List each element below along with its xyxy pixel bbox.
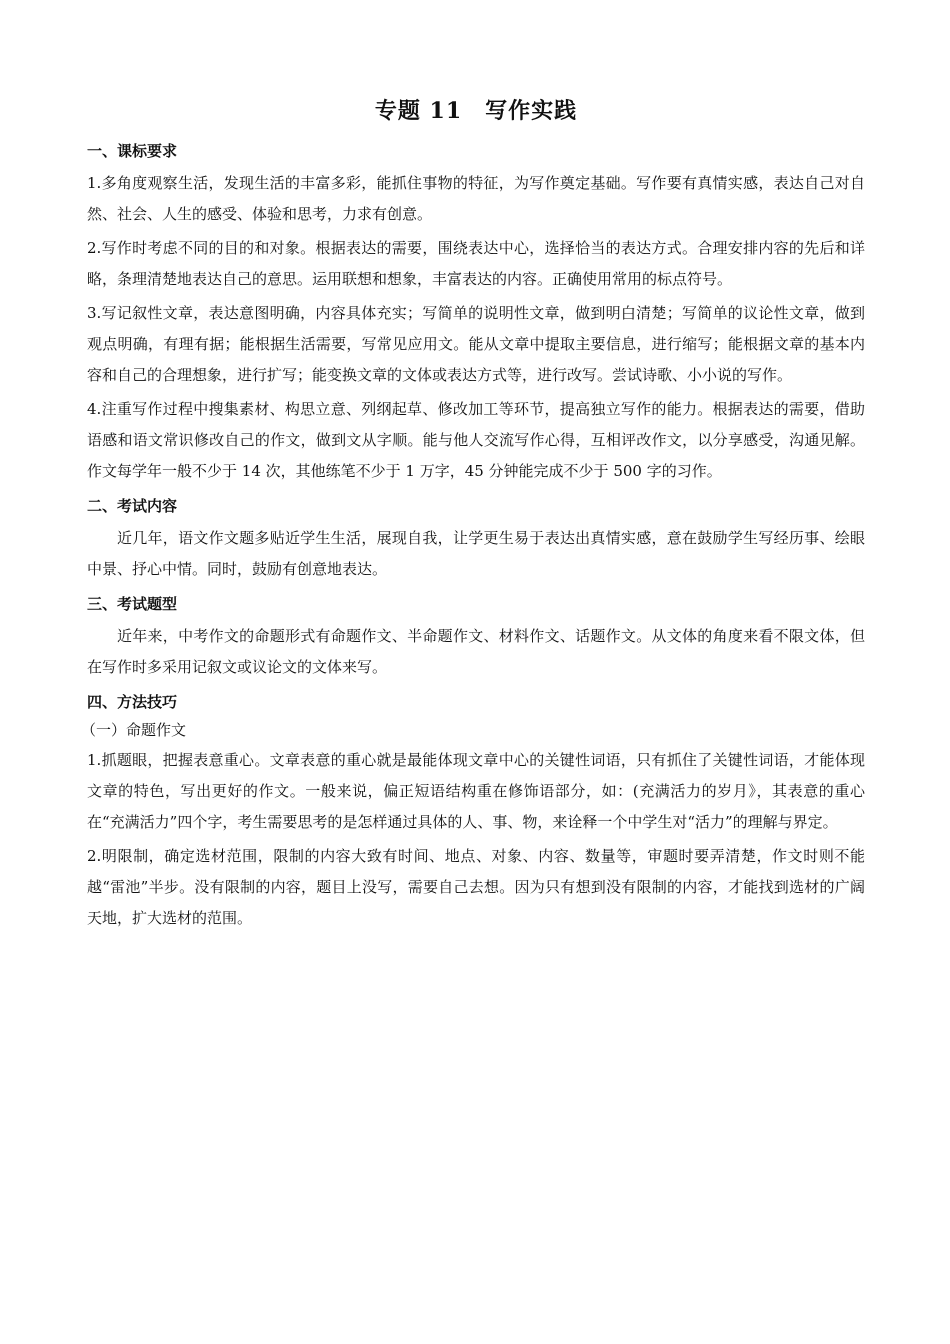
- section-methods: [81, 691, 865, 934]
- section-exam-content: [87, 495, 865, 585]
- document-page: [81, 96, 865, 937]
- paragraph: 4.注重写作过程中搜集素材、构思立意、列纲起草、修改加工等环节，提高独立写作的能力。根据表达的需要，借助语感和语文常识修改自己的作文，做到文从字顺。能与他人交流写作心得，互相评改作文，以分享感受，沟通见解。作文每学年一般不少于 14 次，其他练笔不少于 1 万字，45 分钟能完成不少于 500 字的习作。: [87, 400, 865, 480]
- paragraph: 3.写记叙性文章，表达意图明确，内容具体充实；写简单的说明性文章，做到明白清楚；写简单的议论性文章，做到观点明确，有理有据；能根据生活需要，写常见应用文。能从文章中提取主要信息，进行缩写；能根据文章的基本内容和自己的合理想象，进行扩写；能变换文章的文体或表达方式等，进行改写。尝试诗歌、小小说的写作。: [87, 304, 865, 384]
- section-heading: 二、考试内容: [87, 497, 178, 515]
- subsection-heading: （一）命题作文: [81, 721, 187, 739]
- paragraph: 近年来，中考作文的命题形式有命题作文、半命题作文、材料作文、话题作文。从文体的角度来看不限文体，但在写作时多采用记叙文或议论文的文体来写。: [87, 627, 865, 676]
- paragraph: 2.明限制，确定选材范围，限制的内容大致有时间、地点、对象、内容、数量等，审题时要弄清楚，作文时则不能越“雷池”半步。没有限制的内容，题目上没写，需要自己去想。因为只有想到没有限制的内容，才能找到选材的广阔天地，扩大选材的范围。: [87, 847, 865, 927]
- document-title: 专题 11 写作实践: [374, 98, 578, 124]
- section-heading: 一、课标要求: [87, 142, 178, 160]
- paragraph: 2.写作时考虑不同的目的和对象。根据表达的需要，围绕表达中心，选择恰当的表达方式。合理安排内容的先后和详略，条理清楚地表达自己的意思。运用联想和想象，丰富表达的内容。正确使用常用的标点符号。: [87, 239, 865, 288]
- section-heading: 三、考试题型: [87, 595, 178, 613]
- section-exam-types: [87, 593, 865, 683]
- paragraph: 近几年，语文作文题多贴近学生生活，展现自我，让学更生易于表达出真情实感，意在鼓励学生写经历事、绘眼中景、抒心中情。同时，鼓励有创意地表达。: [87, 529, 865, 578]
- paragraph: 1.多角度观察生活，发现生活的丰富多彩，能抓住事物的特征，为写作奠定基础。写作要有真情实感，表达自己对自然、社会、人生的感受、体验和思考，力求有创意。: [87, 174, 865, 223]
- section-curriculum: [87, 140, 865, 487]
- section-heading: 四、方法技巧: [87, 693, 178, 711]
- paragraph: 1.抓题眼，把握表意重心。文章表意的重心就是最能体现文章中心的关键性词语，只有抓住了关键性词语，才能体现文章的特色，写出更好的作文。一般来说，偏正短语结构重在修饰语部分，如：(充满活力的岁月》，其表意的重心在“充满活力”四个字，考生需要思考的是怎样通过具体的人、事、物，来诠释一个中学生对“活力”的理解与界定。: [87, 751, 865, 831]
